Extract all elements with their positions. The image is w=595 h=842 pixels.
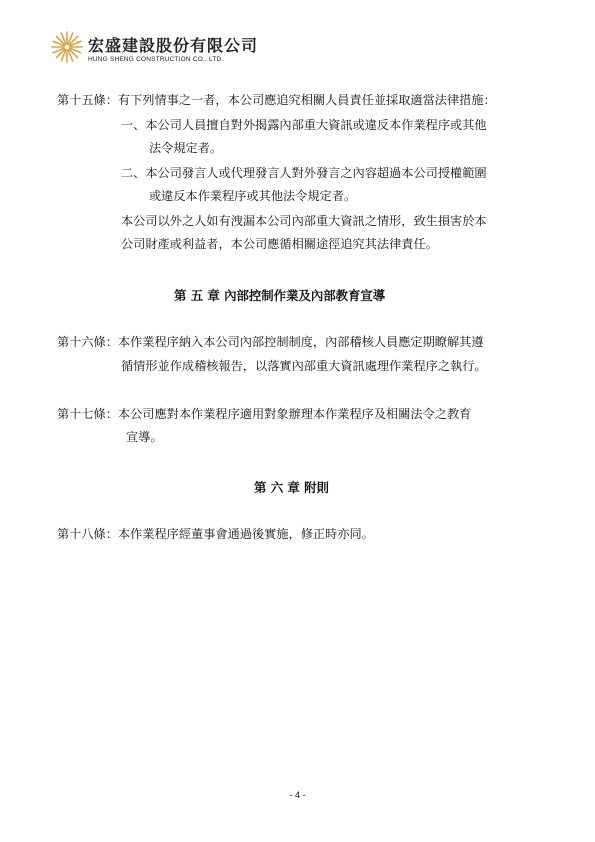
chapter-5-title: 第 五 章 內部控制作業及內部教育宣導 bbox=[174, 288, 386, 303]
letterhead bbox=[50, 30, 270, 70]
article-16-cont: 循情形並作成稽核報告，以落實內部重大資訊處理作業程序之執行。 bbox=[121, 359, 487, 373]
chapter-6-title: 第 六 章 附則 bbox=[254, 480, 329, 495]
article-17-cont: 宣導。 bbox=[126, 430, 163, 444]
company-name-chinese: 宏盛建設股份有限公司 bbox=[88, 36, 259, 55]
company-name-english: HUNG SHENG CONSTRUCTION CO., LTD. bbox=[88, 56, 224, 63]
article-18-heading: 第十八條：本作業程序經董事會通過後實施，修正時亦同。 bbox=[57, 527, 374, 541]
article-15-heading: 第十五條：有下列情事之一者，本公司應追究相關人員責任並採取適當法律措施： bbox=[57, 93, 496, 107]
sunburst-logo-icon bbox=[50, 30, 84, 64]
article-17-heading: 第十七條：本公司應對本作業程序適用對象辦理本作業程序及相關法令之教育 bbox=[57, 407, 472, 421]
article-16-heading: 第十六條：本作業程序納入本公司內部控制制度，內部稽核人員應定期瞭解其遵 bbox=[57, 335, 484, 349]
article-15-paragraph-cont: 公司財產或利益者，本公司應循相關途徑追究其法律責任。 bbox=[121, 237, 438, 251]
article-15-paragraph: 本公司以外之人如有洩漏本公司內部重大資訊之情形，致生損害於本 bbox=[121, 214, 487, 228]
page-number: - 4 - bbox=[289, 790, 306, 800]
article-15-item-2: 二、本公司發言人或代理發言人對外發言之內容超過本公司授權範圍 bbox=[121, 166, 487, 180]
article-15-item-2-cont: 或違反本作業程序或其他法令規定者。 bbox=[149, 189, 357, 203]
article-15-item-1-cont: 法令規定者。 bbox=[149, 141, 223, 155]
article-15-item-1: 一、本公司人員擅自對外揭露內部重大資訊或違反本作業程序或其他 bbox=[121, 118, 487, 132]
